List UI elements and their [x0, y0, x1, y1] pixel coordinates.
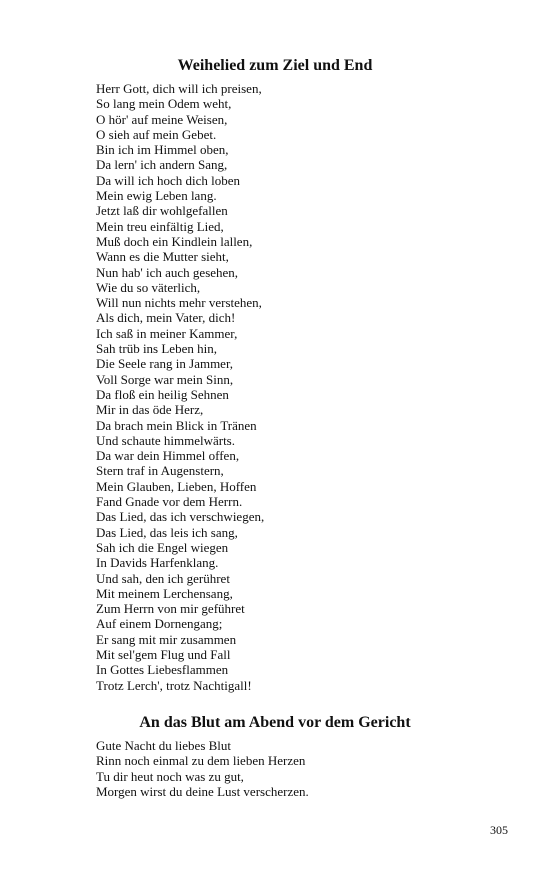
- verse-line: Bin ich im Himmel oben,: [96, 142, 229, 158]
- verse-line: Mit meinem Lerchensang,: [96, 585, 233, 601]
- verse-line: Muß doch ein Kindlein lallen,: [96, 233, 253, 249]
- verse-line: Jetzt laß dir wohlgefallen: [96, 203, 228, 219]
- verse-line: In Gottes Liebesflammen: [96, 662, 229, 678]
- verse-line: In Davids Harfenklang.: [96, 555, 219, 571]
- verse-line: Mir in das öde Herz,: [96, 402, 204, 418]
- verse-line: Als dich, mein Vater, dich!: [96, 310, 236, 326]
- verse-line: So lang mein Odem weht,: [96, 96, 232, 112]
- verse-line: Das Lied, das ich verschwiegen,: [96, 509, 265, 525]
- verse-line: Die Seele rang in Jammer,: [96, 356, 234, 372]
- verse-line: Zum Herrn von mir geführet: [96, 601, 245, 617]
- verse-line: Da lern' ich andern Sang,: [96, 157, 228, 173]
- poem-body: [96, 81, 264, 693]
- verse-line: Wie du so väterlich,: [96, 279, 201, 295]
- verse-line: Ich saß in meiner Kammer,: [96, 325, 238, 341]
- verse-line: Mein Glauben, Lieben, Hoffen: [96, 478, 257, 494]
- verse-line: Wann es die Mutter sieht,: [96, 249, 229, 265]
- verse-line: Das Lied, das leis ich sang,: [96, 524, 238, 540]
- verse-line: Und sah, den ich gerühret: [96, 570, 230, 586]
- verse-line: O hör' auf meine Weisen,: [96, 111, 228, 127]
- poem-body: [96, 738, 309, 799]
- verse-line: Morgen wirst du deine Lust verscherzen.: [96, 783, 309, 799]
- verse-line: Trotz Lerch', trotz Nachtigall!: [96, 677, 252, 693]
- verse-line: Sah ich die Engel wiegen: [96, 539, 229, 555]
- verse-line: Herr Gott, dich will ich preisen,: [96, 81, 262, 96]
- verse-line: Da brach mein Blick in Tränen: [96, 417, 257, 433]
- verse-line: Und schaute himmelwärts.: [96, 432, 235, 448]
- verse-line: Will nun nichts mehr verstehen,: [96, 295, 262, 311]
- verse-line: Nun hab' ich auch gesehen,: [96, 264, 239, 280]
- verse-line: Auf einem Dornengang;: [96, 616, 223, 632]
- verse-line: Da will ich hoch dich loben: [96, 172, 241, 188]
- poem-title: An das Blut am Abend vor dem Gericht: [139, 714, 411, 731]
- page-number: 305: [490, 823, 508, 837]
- verse-line: Stern traf in Augenstern,: [96, 463, 224, 479]
- verse-line: Sah trüb ins Leben hin,: [96, 341, 217, 357]
- verse-line: Tu dir heut noch was zu gut,: [96, 768, 244, 784]
- verse-line: Voll Sorge war mein Sinn,: [96, 371, 234, 387]
- verse-line: Mein treu einfältig Lied,: [96, 218, 224, 234]
- verse-line: Mein ewig Leben lang.: [96, 188, 217, 204]
- verse-line: Da war dein Himmel offen,: [96, 448, 240, 464]
- verse-line: Gute Nacht du liebes Blut: [96, 738, 232, 753]
- verse-line: Rinn noch einmal zu dem lieben Herzen: [96, 753, 306, 769]
- verse-line: Mit sel'gem Flug und Fall: [96, 646, 231, 662]
- verse-line: O sieh auf mein Gebet.: [96, 126, 217, 142]
- verse-line: Da floß ein heilig Sehnen: [96, 386, 229, 402]
- verse-line: Er sang mit mir zusammen: [96, 631, 237, 647]
- poem-title: Weihelied zum Ziel und End: [177, 57, 373, 74]
- verse-line: Fand Gnade vor dem Herrn.: [96, 494, 243, 510]
